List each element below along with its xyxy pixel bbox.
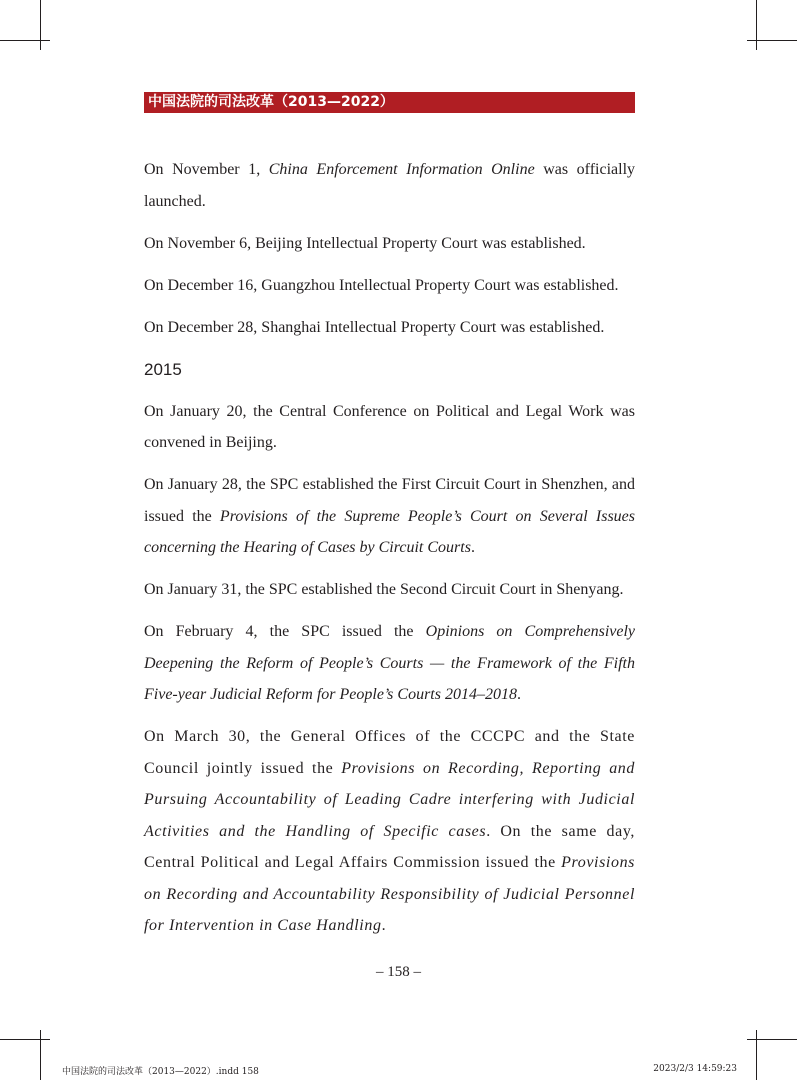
entry-paragraph: On January 20, the Central Conference on Political and Legal Work was convened in Beijing. [144,402,635,451]
crop-mark-tr-h [747,40,797,41]
chronology-text [144,154,635,952]
entry-paragraph: On November 6, Beijing Intellectual Property Court was established. [144,234,586,252]
crop-mark-tl-v [40,0,41,50]
entry-paragraph: On December 16, Guangzhou Intellectual Property Court was established. [144,276,619,294]
crop-mark-bl-v [40,1030,41,1080]
year-heading: 2015 [144,359,182,379]
page-number: – 158 – [376,964,421,980]
crop-mark-tr-v [756,0,757,50]
crop-mark-br-v [756,1030,757,1080]
entry-paragraph: On March 30, the General Offices of the CCCPC and the State Council jointly issued the Provisions on Recording, Reporting and Pursuing Accountability of Leading Cadre interfering with Judicial Activities and the Handling of Specific cases. On the same day, Central Political and Legal Affairs Commission issued the Provisions on Recording and Accountability Responsibility of Judicial Personnel for Intervention in Case Handling. [144,728,635,934]
print-slug-filename: 中国法院的司法改革（2013—2022）.indd 158 [62,1067,259,1077]
crop-mark-bl-h [0,1039,50,1040]
entry-paragraph: On February 4, the SPC issued the Opinions on Comprehensively Deepening the Reform of People’s Courts — the Framework of the Fifth Five-year Judicial Reform for People’s Courts 2014–2018. [144,623,636,703]
entry-paragraph: On January 31, the SPC established the Second Circuit Court in Shenyang. [144,581,624,598]
running-header-title: 中国法院的司法改革（2013—2022） [148,94,394,110]
entry-paragraph: On December 28, Shanghai Intellectual Property Court was established. [144,318,605,336]
running-header-bar [144,92,635,113]
crop-mark-br-h [747,1039,797,1040]
crop-mark-tl-h [0,40,50,41]
entry-paragraph: On January 28, the SPC established the First Circuit Court in Shenzhen, and issued the Provisions of the Supreme People’s Court on Several Issues concerning the Hearing of Cases by Circuit Courts. [144,476,635,556]
entry-paragraph: On November 1, China Enforcement Information Online was officially launched. [144,161,636,210]
print-slug-timestamp: 2023/2/3 14:59:23 [653,1064,737,1074]
